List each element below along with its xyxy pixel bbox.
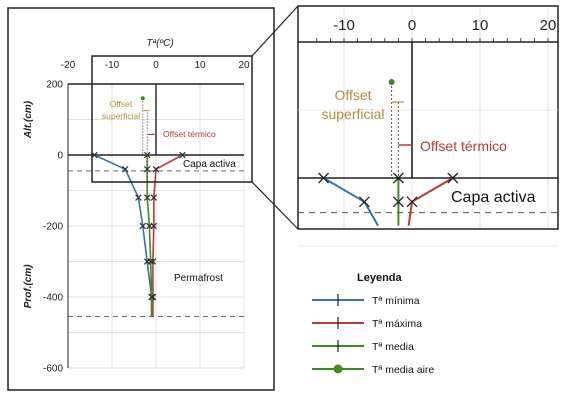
y-tick-label: -200	[42, 221, 63, 233]
zoom-x-tick-label: 10	[471, 17, 489, 34]
legend-item-label: Tª máxima	[372, 318, 422, 330]
x-axis-label: Tª(ºC)	[146, 38, 174, 49]
x-tick-label: 0	[153, 60, 159, 71]
legend-marker-3	[334, 365, 343, 374]
x-tick-label: 10	[194, 60, 206, 71]
y-axis-label-upper: Alt.(cm)	[23, 100, 34, 139]
legend-title: Leyenda	[357, 272, 402, 284]
y-axis-label-lower: Prof.(cm)	[23, 264, 34, 309]
zoom-x-tick-label: 20	[539, 17, 557, 34]
y-tick-label: -400	[42, 292, 63, 304]
zoom-offset-sup-1: Offset	[334, 87, 372, 103]
x-tick-label: -20	[60, 60, 76, 71]
legend-item-label: Tª media	[372, 341, 414, 353]
zoom-capa-activa-label: Capa activa	[451, 189, 536, 206]
legend	[312, 272, 434, 376]
zoom-x-tick-label: 0	[407, 17, 417, 34]
offset-termico-label: Offset térmico	[163, 129, 216, 139]
x-tick-label: -10	[104, 60, 120, 71]
x-tick-label: 20	[238, 60, 250, 71]
zoom-offset-sup-2: superficial	[321, 106, 385, 122]
offset-superficial-label-2: superficial	[101, 111, 141, 121]
zoom-x-tick-label: -10	[333, 17, 355, 34]
y-tick-label: 0	[57, 150, 63, 162]
zoom-offset-termico-label: Offset térmico	[420, 138, 507, 154]
y-tick-label: 200	[46, 79, 63, 91]
legend-item-label: Tª media aire	[372, 364, 435, 376]
offset-superficial-label-1: Offset	[109, 99, 133, 109]
legend-item-label: Tª mínima	[372, 295, 420, 307]
capa-activa-label: Capa activa	[183, 159, 236, 170]
y-tick-label: -600	[42, 363, 63, 375]
permafrost-label: Permafrost	[174, 273, 223, 284]
